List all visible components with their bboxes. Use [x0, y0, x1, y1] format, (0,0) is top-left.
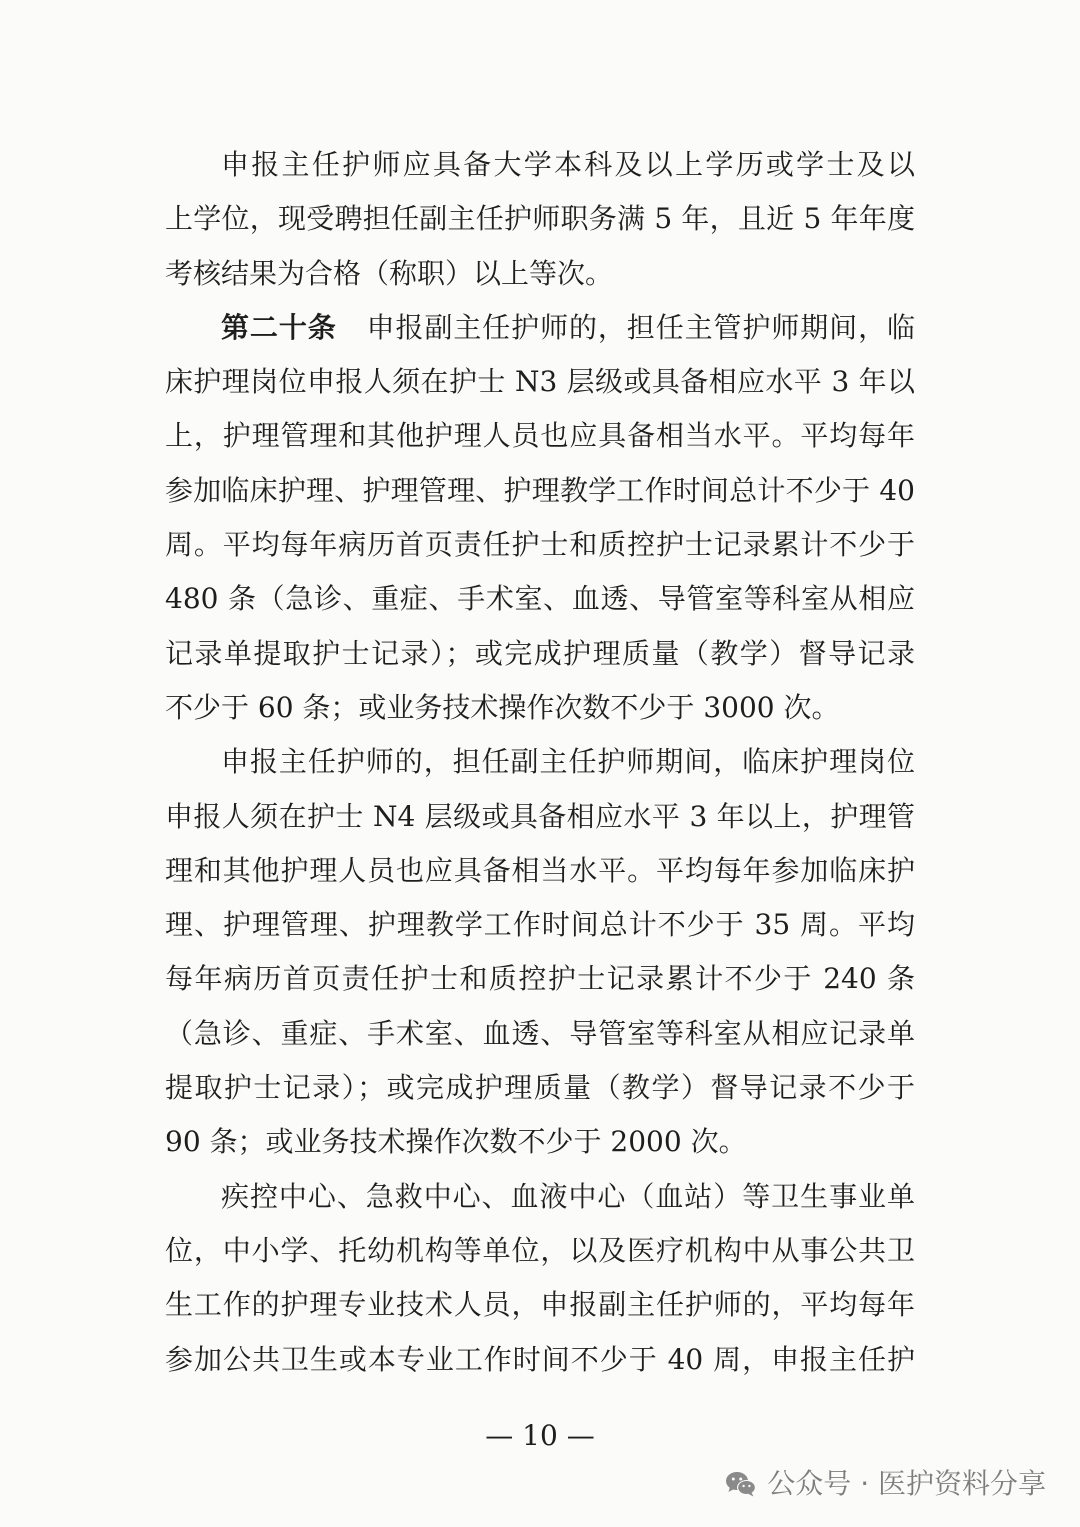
text-line: 考核结果为合格（称职）以上等次。	[165, 256, 614, 290]
text-line: 疾控中心、急救中心、血液中心（血站）等卫生事业单	[221, 1179, 915, 1213]
text-line: 理、护理管理、护理教学工作时间总计不少于 35 周。平均	[165, 908, 915, 942]
text-line: 周。平均每年病历首页责任护士和质控护士记录累计不少于	[165, 528, 915, 562]
text-line: 位，中小学、托幼机构等单位，以及医疗机构中从事公共卫	[165, 1233, 915, 1267]
paragraph	[165, 735, 915, 1169]
text-line: 参加公共卫生或本专业工作时间不少于 40 周，申报主任护	[165, 1342, 915, 1376]
text-line: 不少于 60 条；或业务技术操作次数不少于 3000 次。	[165, 690, 840, 724]
text-line: 参加临床护理、护理管理、护理教学工作时间总计不少于 40	[165, 473, 915, 507]
text-line: 申报主任护师的，担任副主任护师期间，临床护理岗位	[221, 745, 915, 779]
paragraph	[165, 1170, 915, 1387]
text-line: 申报人须在护士 N4 层级或具备相应水平 3 年以上，护理管	[165, 799, 915, 833]
text-line: 上学位，现受聘担任副主任护师职务满 5 年，且近 5 年年度	[165, 202, 915, 236]
text-line: 每年病历首页责任护士和质控护士记录累计不少于 240 条	[165, 962, 915, 996]
text-line: 上，护理管理和其他护理人员也应具备相当水平。平均每年	[165, 419, 915, 453]
watermark	[725, 1464, 1046, 1504]
text-line-content: 申报副主任护师的，担任主管护师期间，临	[366, 310, 915, 344]
text-line: 480 条（急诊、重症、手术室、血透、导管室等科室从相应	[165, 582, 915, 616]
text-line: 申报主任护师应具备大学本科及以上学历或学士及以	[221, 148, 915, 181]
text-line: 理和其他护理人员也应具备相当水平。平均每年参加临床护	[165, 853, 915, 887]
text-line: 提取护士记录）；或完成护理质量（教学）督导记录不少于	[165, 1071, 915, 1105]
text-line: （急诊、重症、手术室、血透、导管室等科室从相应记录单	[165, 1016, 915, 1050]
text-line	[165, 301, 915, 355]
text-line: 生工作的护理专业技术人员，申报副主任护师的，平均每年	[165, 1288, 915, 1322]
article-label: 第二十条	[221, 310, 337, 344]
document-body	[165, 138, 915, 1387]
paragraph	[165, 301, 915, 735]
wechat-icon	[725, 1470, 757, 1498]
page-number: — 10 —	[485, 1419, 595, 1452]
text-line: 床护理岗位申报人须在护士 N3 层级或具备相应水平 3 年以	[165, 365, 915, 399]
text-line: 90 条；或业务技术操作次数不少于 2000 次。	[165, 1125, 747, 1159]
text-line: 记录单提取护士记录）；或完成护理质量（教学）督导记录	[165, 636, 915, 670]
paragraph	[165, 138, 915, 301]
watermark-text: 公众号 · 医护资料分享	[767, 1467, 1046, 1500]
